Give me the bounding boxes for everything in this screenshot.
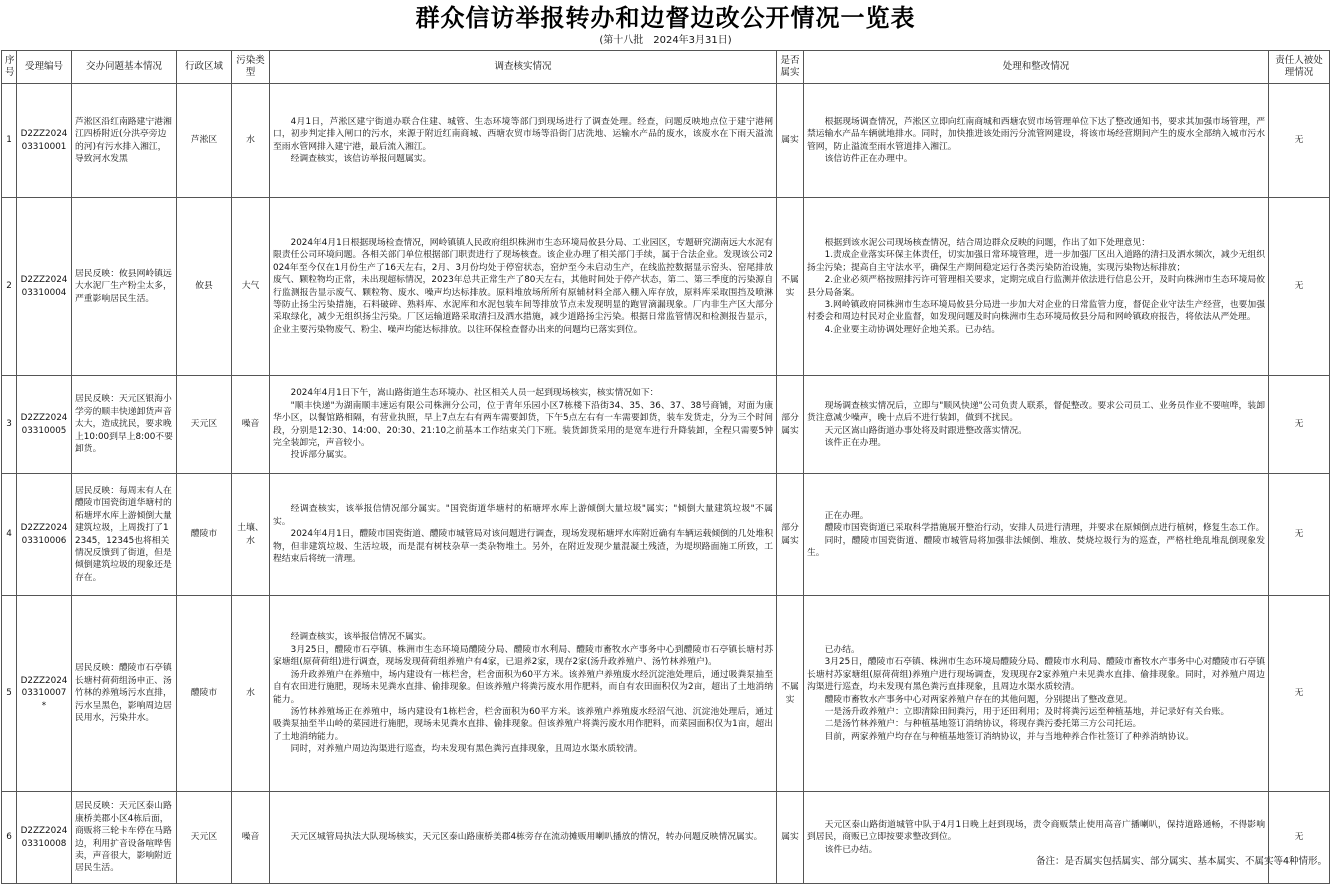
handling-paragraph: 该信访件正在办理中。 bbox=[824, 153, 913, 164]
header-handling: 处理和整改情况 bbox=[804, 51, 1269, 84]
row-issue: 居民反映：天元区泰山路康桥美郡小区4栋后面，商贩将三轮卡车停在马路边，利用扩音设备喧哗售卖，声音很大，影响附近居民生活。 bbox=[72, 792, 177, 884]
header-id: 受理编号 bbox=[17, 51, 72, 84]
row-seq: 1 bbox=[2, 84, 17, 198]
row-seq: 2 bbox=[2, 198, 17, 376]
investigation-paragraph: 同时，对养殖户周边沟渠进行巡查，均未发现有黑色粪污直排现象，且周边水渠水质较清。 bbox=[290, 744, 643, 755]
row-issue: 居民反映：天元区银海小学旁的顺丰快递卸货声音太大，造成扰民，要求晚上10:00到早上8:00不要卸货。 bbox=[72, 376, 177, 474]
row-district: 天元区 bbox=[177, 792, 232, 884]
row-id: D2ZZ202403310007* bbox=[17, 596, 72, 792]
handling-paragraph: 根据到该水泥公司现场核查情况，结合周边群众反映的问题，作出了如下处理意见： bbox=[824, 237, 1151, 248]
row-id: D2ZZ202403310005 bbox=[17, 376, 72, 474]
table-row bbox=[2, 198, 1330, 376]
investigation-paragraph: 经调查核实，该信访举报问题属实。 bbox=[290, 153, 432, 164]
investigation-paragraph: 经调查核实，该举报信情况部分属实。"国瓷街道华塘村的柘塘坪水库上游倾倒大量垃圾"属实；"倾倒大量建筑垃圾"不属实。 bbox=[273, 504, 773, 527]
row-handling bbox=[804, 474, 1269, 596]
investigation-paragraph: 汤竹林养殖场正在养殖中，场内建设有1栋栏舍，栏舍面积为60平方米。该养殖户养殖废水经沼气池、沉淀池处理后，通过吸粪泵抽至半山岭的菜园进行施肥，现场未见粪水直排、偷排现象。但该养殖户将粪污废水用作肥料，而菜园面积仅为1亩，超出了土地消纳能力。 bbox=[273, 706, 773, 742]
row-investigation bbox=[270, 474, 777, 596]
investigation-paragraph: 4月1日，芦淞区建宁街道办联合住建、城管、生态环境等部门到现场进行了调查处理。经查，问题反映地点位于建宁港闸口，初步判定排入闸口的污水，来源于附近红南商城、西塘农贸市场等沿街门店洗地、运输水产品的废水，该废水在下雨天溢流至雨水管网排入建宁港，最后流入湘江。 bbox=[273, 116, 773, 152]
row-accountability: 无 bbox=[1269, 474, 1330, 596]
row-handling bbox=[804, 84, 1269, 198]
row-accountability: 无 bbox=[1269, 198, 1330, 376]
row-handling bbox=[804, 596, 1269, 792]
row-seq: 3 bbox=[2, 376, 17, 474]
row-pollution: 水 bbox=[232, 84, 270, 198]
investigation-paragraph: 3月25日，醴陵市石亭镇、株洲市生态环境局醴陵分局、醴陵市水利局、醴陵市畜牧水产事务中心到醴陵市石亭镇长塘村苏家塘组(原荷荷组)进行调查，现场发现荷荷组养殖户有4家，已退养2家，现存2家(汤升政养殖户、汤竹林养殖户)。 bbox=[273, 644, 773, 668]
row-id: D2ZZ202403310001 bbox=[17, 84, 72, 198]
handling-paragraph: 天元区泰山路街道城管中队于4月1日晚上赶到现场，责令商贩禁止使用高音广播喇叭，保持道路通畅，不得影响到居民，商贩已立即按要求整改到位。 bbox=[807, 819, 1265, 843]
row-id: D2ZZ202403310006 bbox=[17, 474, 72, 596]
table-row bbox=[2, 474, 1330, 596]
handling-paragraph: 二是汤竹林养殖户：与种植基地签订消纳协议，将现存粪污委托第三方公司托运。 bbox=[824, 719, 1142, 730]
table-row bbox=[2, 376, 1330, 474]
investigation-paragraph: 2024年4月1日下午，嵩山路街道生态环境办、社区相关人员一起到现场核实，核实情况如下： bbox=[290, 388, 659, 399]
handling-paragraph: 2.企业必须严格按照排污许可管理相关要求，定期完成自行监测并依法进行信息公开，及时向株洲市生态环境局攸县分局备案。 bbox=[807, 275, 1265, 298]
handling-paragraph: 醴陵市国瓷街道已采取科学措施展开整治行动，安排人员进行清理，并要求在原倾倒点进行植树，修复生态工作。 bbox=[824, 523, 1265, 534]
row-pollution: 噪音 bbox=[232, 376, 270, 474]
row-pollution: 噪音 bbox=[232, 792, 270, 884]
row-accountability: 无 bbox=[1269, 376, 1330, 474]
handling-paragraph: 根据现场调查情况，芦淞区立即向红南商城和西塘农贸市场管理单位下达了整改通知书，要求其加强市场管理，严禁运输水产品车辆就地排水。同时，加快推进该处雨污分流管网建设，将该市场经营期间产生的废水全部纳入城市污水管网，防止溢流至雨水管道排入湘江。 bbox=[807, 116, 1265, 152]
row-verified: 不属实 bbox=[777, 198, 804, 376]
row-issue: 居民反映：醴陵市石亭镇长塘村荷荷组汤申正、汤竹林的养殖场污水直排，污水呈黑色，影响周边居民用水，污染井水。 bbox=[72, 596, 177, 792]
table-row bbox=[2, 84, 1330, 198]
row-accountability: 无 bbox=[1269, 596, 1330, 792]
row-seq: 5 bbox=[2, 596, 17, 792]
row-issue: 芦淞区沿红南路建宁港湘江四桥附近(分洪亭旁边的河)有污水排入湘江，导致河水发黑 bbox=[72, 84, 177, 198]
investigation-paragraph: 汤升政养殖户在养殖中，场内建设有一栋栏舍，栏舍面积为60平方米。该养殖户养殖废水经沉淀池处理后，通过吸粪泵抽至自有农田进行施肥，现场未见粪水直排、偷排现象。但该养殖户将粪污废水用作肥料，而自有农田面积仅为2亩，超出了土地消纳能力。 bbox=[273, 669, 773, 705]
handling-paragraph: 已办结。 bbox=[824, 644, 860, 655]
row-handling bbox=[804, 376, 1269, 474]
row-investigation bbox=[270, 84, 777, 198]
row-district: 攸县 bbox=[177, 198, 232, 376]
table-footnote: 备注：是否属实包括属实、部分属实、基本属实、不属实等4种情形。 bbox=[1035, 856, 1327, 867]
handling-paragraph: 1.责成企业落实环保主体责任，切实加强日常环境管理，进一步加强厂区出入道路的清扫及洒水频次，减少无组织扬尘污染；提高自主守法水平，确保生产期间稳定运行各类污染防治设施，实现污染物达标排放； bbox=[807, 250, 1265, 273]
handling-paragraph: 同时，醴陵市国瓷街道、醴陵市城管局将加强非法倾倒、堆放、焚烧垃圾行为的巡查，严格杜绝乱堆乱倒现象发生。 bbox=[807, 535, 1265, 558]
row-verified: 部分属实 bbox=[777, 376, 804, 474]
handling-paragraph: 一是汤升政养殖户：立即清除田间粪污，用于还田利用；及时将粪污运至种植基地，并记录好有关台账。 bbox=[824, 706, 1230, 717]
handling-paragraph: 正在办理。 bbox=[824, 510, 869, 521]
row-pollution: 大气 bbox=[232, 198, 270, 376]
header-seq: 序号 bbox=[2, 51, 17, 84]
row-district: 醴陵市 bbox=[177, 596, 232, 792]
row-seq: 6 bbox=[2, 792, 17, 884]
batch-subtitle: (第十八批 2024年3月31日) bbox=[599, 35, 732, 46]
table-row bbox=[2, 596, 1330, 792]
investigation-paragraph: 2024年4月1日根据现场检查情况，网岭镇镇人民政府组织株洲市生态环境局攸县分局、工业园区，专题研究湖南远大水泥有限责任公司环境问题。各相关部门单位根据部门职责进行了现场核查。该企业办理了相关部门手续，属于合法企业。发现该公司2024年至今仅在1月份生产了16天左右，2月、3月份均处于停窑状态，窑炉至今未启动生产，在线监控数据显示窑头、窑尾排放废气、颗粒物均正常，未出现超标情况，2023年总共正常生产了80天左右，其他时间处于停产状态，第二、第三季度的污染源自行监测报告显示废气、颗粒物、废水、噪声均达标排放。原料堆放场所所有原辅材料全部入棚入库存放，原料库采取围挡及喷淋等防止扬尘污染措施，石料破碎、熟料库、水泥库和水泥包装车间等排放节点未发现明显的跑冒滴漏现象。厂内非生产区大部分采取绿化，减少无组织扬尘污染。厂区运输道路采取清扫及洒水措施，减少道路扬尘污染。根据日常监管情况和检测报告显示，企业主要污染物废气、粉尘、噪声均能达标排放。以往环保检查督办出来的问题均已落实到位。 bbox=[273, 237, 773, 335]
row-investigation bbox=[270, 376, 777, 474]
investigation-paragraph: 投诉部分属实。 bbox=[290, 450, 353, 461]
handling-paragraph: 该件已办结。 bbox=[824, 844, 878, 855]
investigation-paragraph: 天元区城管局执法大队现场核实，天元区泰山路康桥美郡4栋旁存在流动摊贩用喇叭播放的情况，转办问题反映情况属实。 bbox=[290, 832, 763, 843]
investigation-paragraph: 2024年4月1日，醴陵市国瓷街道、醴陵市城管局对该问题进行调查，现场发现柘塘坪水库附近确有车辆运载倾倒的几处堆积物，但非建筑垃圾、生活垃圾，而是混有树枝杂草一类杂物堆土。另外，在附近发现少量混凝土残渣，为堤坝路面施工所致，工程结束后将统一清理。 bbox=[273, 529, 773, 565]
header-verified: 是否属实 bbox=[777, 51, 804, 84]
row-seq: 4 bbox=[2, 474, 17, 596]
row-district: 天元区 bbox=[177, 376, 232, 474]
handling-paragraph: 3.网岭镇政府同株洲市生态环境局攸县分局进一步加大对企业的日常监管力度，督促企业守法生产经营，也要加强村委会和周边村民对企业监督，如发现问题及时向株洲市生态环境局攸县分局和网岭镇政府报告，将依法从严处理。 bbox=[807, 299, 1265, 323]
investigation-paragraph: 经调查核实，该举报信情况不属实。 bbox=[290, 632, 432, 643]
investigation-paragraph: "顺丰快递"为湖南顺丰速运有限公司株洲分公司，位于青年乐园小区7栋楼下沿街34、35、36、37、38号商铺，对面为康华小区，以餐馆路相隔，有营业执照，早上7点左右有两车需要卸货，下午5点左右有一车需要卸货，装车发货走，分为三个时间段，分别是12:30、14:00、20:30、21:10之前基本工作结束关门下班。装货卸货采用的是宽车进行升降装卸，全程只需要5钟完全装卸完，声音较小。 bbox=[273, 400, 773, 448]
row-issue: 居民反映：每周末有人在醴陵市国瓷街道华塘村的柘塘坪水库上游倾倒大量建筑垃圾，上周拨打了12345，12345也将相关情况反馈到了街道，但是倾倒建筑垃圾的现象还是存在。 bbox=[72, 474, 177, 596]
handling-paragraph: 醴陵市畜牧水产事务中心对两家养殖户存在的其他问题，分别提出了整改意见。 bbox=[824, 694, 1133, 705]
row-id: D2ZZ202403310004 bbox=[17, 198, 72, 376]
row-accountability: 无 bbox=[1269, 792, 1330, 884]
row-id: D2ZZ202403310008 bbox=[17, 792, 72, 884]
handling-paragraph: 天元区嵩山路街道办事处将及时跟进整改落实情况。 bbox=[824, 425, 1027, 436]
row-verified: 部分属实 bbox=[777, 474, 804, 596]
row-handling bbox=[804, 198, 1269, 376]
row-investigation bbox=[270, 596, 777, 792]
row-district: 芦淞区 bbox=[177, 84, 232, 198]
header-issue: 交办问题基本情况 bbox=[72, 51, 177, 84]
header-investigation: 调查核实情况 bbox=[270, 51, 777, 84]
row-investigation bbox=[270, 198, 777, 376]
header-district: 行政区域 bbox=[177, 51, 232, 84]
handling-paragraph: 3月25日，醴陵市石亭镇、株洲市生态环境局醴陵分局、醴陵市水利局、醴陵市畜牧水产事务中心对醴陵市石亭镇长塘村苏家塘组(原荷荷组)养殖户进行现场调查，发现现存2家养殖户未见粪水直排、偷排现象。同时，对养殖户周边沟渠进行巡查，均未发现有黑色粪污直排现象，且周边水渠水质较清。 bbox=[807, 657, 1265, 693]
handling-paragraph: 该件正在办理。 bbox=[824, 437, 887, 448]
handling-paragraph: 现场调查核实情况后，立即与"顺风快递"公司负责人联系，督促整改。要求公司员工、业务员作业不要喧哗，装卸货注意减少噪声，晚十点后不进行装卸，做到不扰民。 bbox=[807, 400, 1265, 424]
table-header-row bbox=[2, 51, 1330, 84]
row-verified: 属实 bbox=[777, 792, 804, 884]
row-issue: 居民反映：攸县网岭镇远大水泥厂生产粉尘太多，严重影响居民生活。 bbox=[72, 198, 177, 376]
row-district: 醴陵市 bbox=[177, 474, 232, 596]
handling-paragraph: 4.企业要主动协调处理好企地关系。已办结。 bbox=[824, 324, 1001, 335]
row-verified: 不属实 bbox=[777, 596, 804, 792]
petition-table bbox=[1, 50, 1330, 884]
row-verified: 属实 bbox=[777, 84, 804, 198]
handling-paragraph: 目前，两家养殖户均存在与种植基地签订消纳协议，并与当地种养合作社签订了种养消纳协议。 bbox=[824, 731, 1195, 742]
row-pollution: 水 bbox=[232, 596, 270, 792]
page-title: 群众信访举报转办和边督边改公开情况一览表 bbox=[415, 4, 916, 32]
header-pollution: 污染类型 bbox=[232, 51, 270, 84]
header-accountability: 责任人被处理情况 bbox=[1269, 51, 1330, 84]
row-accountability: 无 bbox=[1269, 84, 1330, 198]
row-pollution: 土壤、水 bbox=[232, 474, 270, 596]
